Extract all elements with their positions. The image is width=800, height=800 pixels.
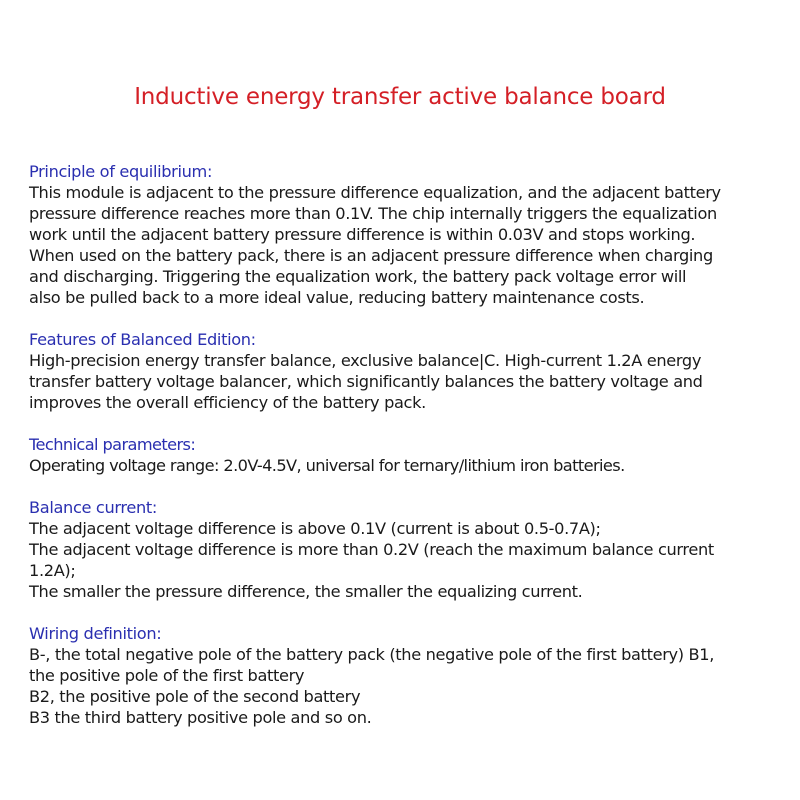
body-line: 1.2A); — [29, 561, 76, 580]
body-line: When used on the battery pack, there is an adjacent pressure difference when charging — [29, 246, 713, 265]
body-line: B-, the total negative pole of the battery pack (the negative pole of the first battery) B1, — [29, 645, 715, 664]
body-line: The adjacent voltage difference is above 0.1V (current is about 0.5-0.7A); — [29, 519, 601, 538]
document-content — [29, 161, 789, 749]
section-balance-current — [29, 497, 789, 602]
section-wiring-definition — [29, 623, 789, 728]
section-heading: Technical parameters: — [29, 435, 196, 454]
body-line: Operating voltage range: 2.0V-4.5V, universal for ternary/lithium iron batteries. — [29, 456, 625, 475]
body-line: pressure difference reaches more than 0.1V. The chip internally triggers the equalization — [29, 204, 717, 223]
body-line: The smaller the pressure difference, the smaller the equalizing current. — [29, 582, 583, 601]
body-line: This module is adjacent to the pressure difference equalization, and the adjacent battery — [29, 183, 721, 202]
section-heading: Principle of equilibrium: — [29, 162, 213, 181]
document-title: Inductive energy transfer active balance board — [134, 84, 666, 110]
body-line: The adjacent voltage difference is more than 0.2V (reach the maximum balance current — [29, 540, 714, 559]
section-principle — [29, 161, 789, 308]
body-line: High-precision energy transfer balance, exclusive balance|C. High-current 1.2A energy — [29, 351, 702, 370]
body-line: B3 the third battery positive pole and so on. — [29, 708, 372, 727]
body-line: also be pulled back to a more ideal value, reducing battery maintenance costs. — [29, 288, 645, 307]
body-line: improves the overall efficiency of the battery pack. — [29, 393, 426, 412]
body-line: transfer battery voltage balancer, which significantly balances the battery voltage and — [29, 372, 703, 391]
section-technical-parameters — [29, 434, 789, 476]
section-heading: Balance current: — [29, 498, 157, 517]
body-line: the positive pole of the first battery — [29, 666, 305, 685]
body-line: B2, the positive pole of the second battery — [29, 687, 361, 706]
body-line: work until the adjacent battery pressure difference is within 0.03V and stops working. — [29, 225, 696, 244]
section-heading: Wiring definition: — [29, 624, 162, 643]
section-heading: Features of Balanced Edition: — [29, 330, 256, 349]
body-line: and discharging. Triggering the equalization work, the battery pack voltage error will — [29, 267, 687, 286]
section-features — [29, 329, 789, 413]
